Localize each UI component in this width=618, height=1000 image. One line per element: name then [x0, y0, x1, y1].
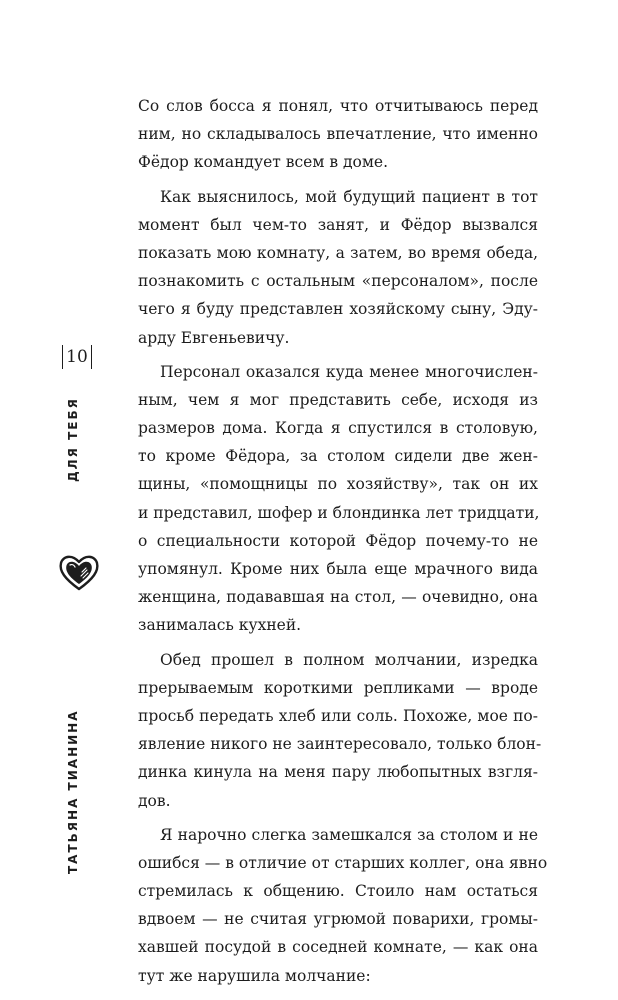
body-text	[138, 92, 548, 990]
paragraph	[138, 183, 538, 352]
paragraph	[138, 646, 542, 815]
text-line: чего я буду представлен хозяйскому сыну, Эду-	[138, 300, 538, 319]
text-line: арду Евгеньевичу.	[138, 328, 290, 347]
text-line: дов.	[138, 791, 171, 810]
text-line: женщина, подававшая на стол, — очевидно, она	[138, 588, 538, 607]
text-line: Со слов босса я понял, что отчитываюсь перед	[138, 97, 538, 115]
running-head-book-title: ДЛЯ ТЕБЯ	[66, 397, 80, 482]
text-line: ным, чем я мог представить себе, исходя из	[138, 390, 538, 409]
text-line: и представил, шофер и блондинка лет тридцати,	[138, 503, 540, 522]
heart-icon	[55, 548, 103, 596]
text-line: динка кинула на меня пару любопытных взгля-	[138, 763, 538, 782]
page-number: 10	[62, 345, 92, 369]
text-line: о специальности которой Фёдор почему-то не	[138, 531, 538, 550]
text-line: щины, «помощницы по хозяйству», так он их	[138, 475, 538, 494]
text-line: Фёдор командует всем в доме.	[138, 153, 388, 172]
text-line: Обед прошел в полном молчании, изредка	[160, 650, 538, 669]
text-line: стремилась к общению. Стоило нам остаться	[138, 882, 538, 901]
running-head-author: ТАТЬЯНА ТИАНИНА	[66, 709, 80, 874]
text-line: размеров дома. Когда я спустился в столовую,	[138, 419, 538, 438]
text-line: ошибся — в отличие от старших коллег, она явно	[138, 853, 548, 872]
text-line: познакомить с остальным «персоналом», после	[138, 272, 538, 291]
paragraph	[138, 92, 538, 177]
text-line: упомянул. Кроме них была еще мрачного вида	[138, 560, 538, 578]
text-line: ним, но складывалось впечатление, что именно	[138, 125, 538, 144]
paragraph	[138, 358, 538, 640]
text-line: Как выяснилось, мой будущий пациент в тот	[160, 187, 538, 206]
text-line: явление никого не заинтересовало, только блон-	[138, 735, 542, 754]
text-line: момент был чем-то занят, и Фёдор вызвался	[138, 215, 538, 234]
text-line: Я нарочно слегка замешкался за столом и не	[160, 825, 538, 844]
text-line: просьб передать хлеб или соль. Похоже, мое по-	[138, 706, 538, 725]
text-line: хавшей посудой в соседней комнате, — как она	[138, 938, 538, 957]
text-line: Персонал оказался куда менее многочислен-	[160, 362, 538, 381]
text-line: тут же нарушила молчание:	[138, 966, 371, 985]
text-line: показать мою комнату, а затем, во время обеда,	[138, 243, 538, 262]
text-line: то кроме Фёдора, за столом сидели две жен-	[138, 447, 538, 466]
text-line: прерываемым короткими репликами — вроде	[138, 678, 538, 697]
text-line: занималась кухней.	[138, 616, 302, 635]
text-line: вдвоем — не считая угрюмой поварихи, громы-	[138, 910, 538, 929]
paragraph	[138, 821, 548, 990]
